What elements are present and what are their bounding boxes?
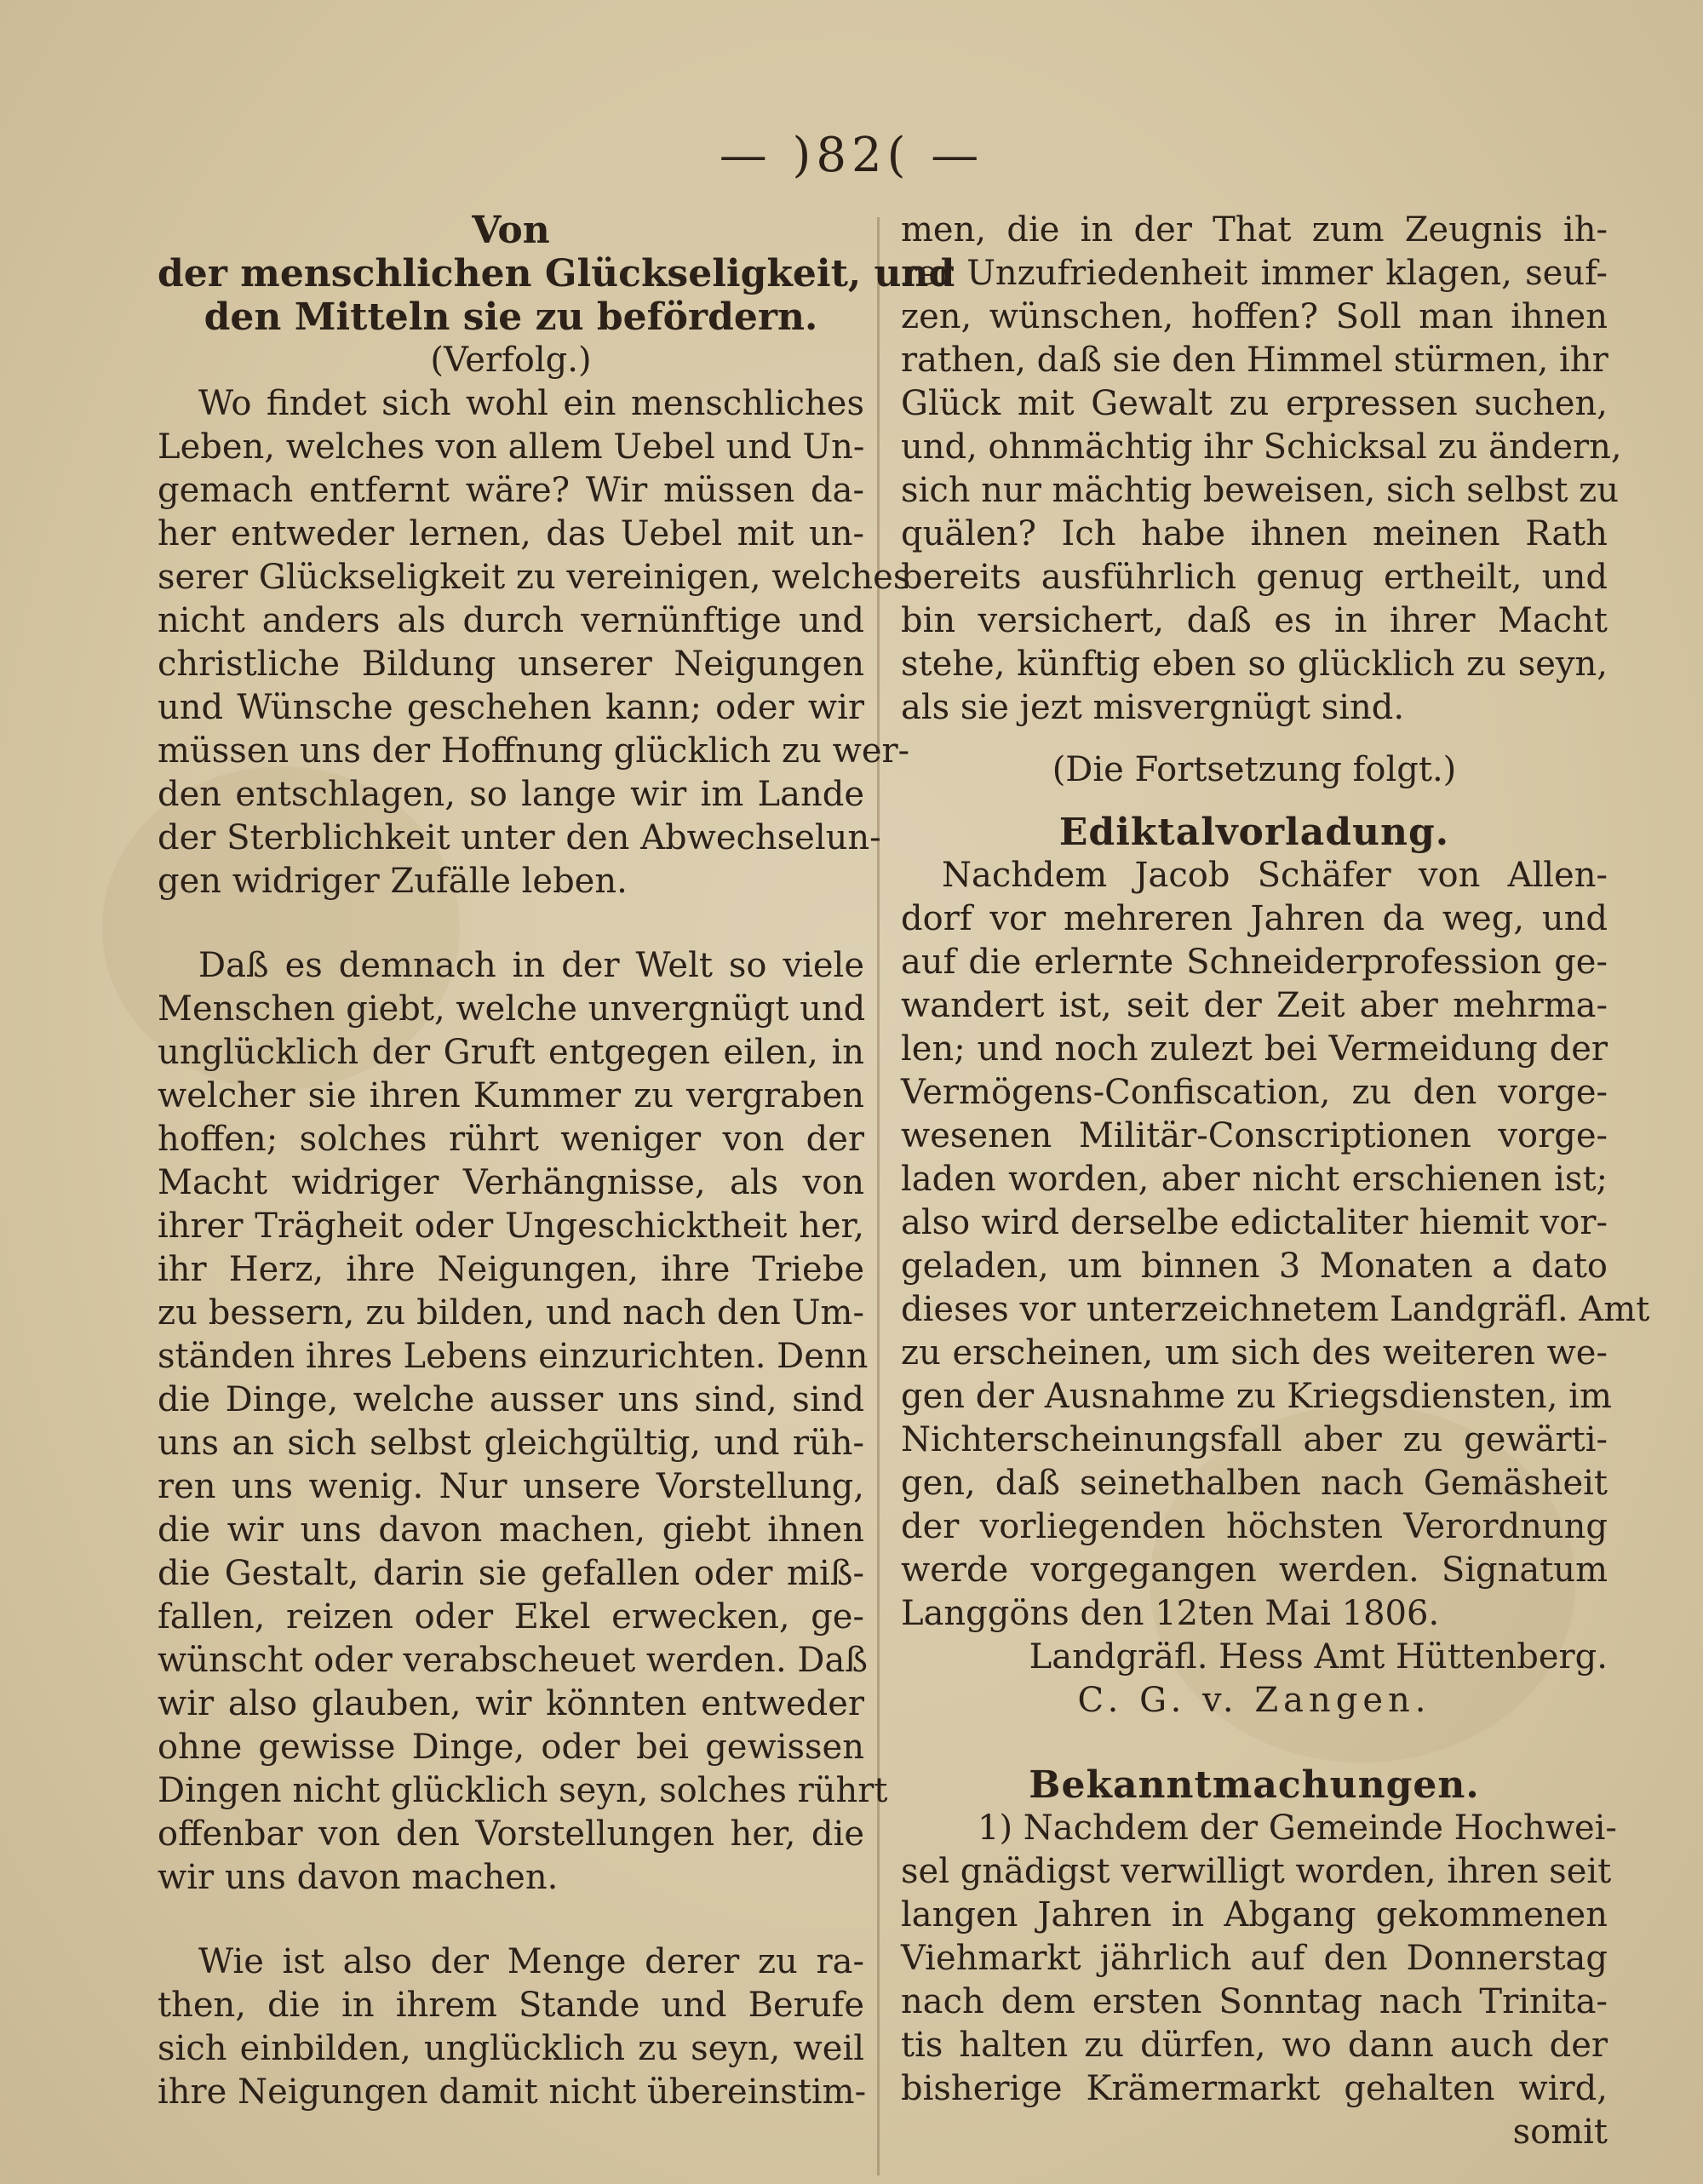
text-line: der vorliegenden höchsten Verordnung (901, 1507, 1608, 1546)
column-divider (877, 217, 880, 2175)
text-line: Nachdem Jacob Schäfer von Allen- (942, 856, 1608, 895)
text-line: welcher sie ihren Kummer zu vergraben (158, 1076, 864, 1115)
text-line: und, ohnmächtig ihr Schicksal zu ändern, (901, 427, 1622, 467)
text-line: bin versichert, daß es in ihrer Macht (901, 601, 1608, 640)
edict-signature-name: C. G. v. Zangen. (1077, 1681, 1431, 1720)
text-line: uns an sich selbst gleichgültig, und rüh- (158, 1424, 864, 1463)
text-line: len; und noch zulezt bei Vermeidung der (901, 1029, 1608, 1069)
text-line: Leben, welches von allem Uebel und Un- (158, 427, 865, 467)
text-line: langen Jahren in Abgang gekommenen (901, 1895, 1608, 1935)
text-line: 1) Nachdem der Gemeinde Hochwei- (978, 1809, 1617, 1848)
text-line: stehe, künftig eben so glücklich zu seyn, (901, 645, 1608, 684)
notices-heading: Bekanntmachungen. (1029, 1763, 1480, 1807)
text-line: Dingen nicht glücklich seyn, solches rührt (158, 1771, 888, 1810)
edict-signature-office: Landgräfl. Hess Amt Hüttenberg. (1029, 1637, 1608, 1677)
text-line: rathen, daß sie den Himmel stürmen, ihr (901, 341, 1608, 380)
left-column (158, 209, 955, 2114)
text-line: ständen ihres Lebens einzurichten. Denn (158, 1337, 869, 1376)
text-line: die Dinge, welche ausser uns sind, sind (158, 1380, 864, 1419)
text-line: also wird derselbe edictaliter hiemit vor- (901, 1203, 1608, 1242)
text-line: sich nur mächtig beweisen, sich selbst zu (901, 471, 1620, 510)
text-line: wandert ist, seit der Zeit aber mehrma- (901, 986, 1608, 1025)
text-line: tis halten zu dürfen, wo dann auch der (901, 2026, 1608, 2065)
text-line: men, die in der That zum Zeugnis ih- (901, 210, 1608, 249)
text-line: die wir uns davon machen, giebt ihnen (158, 1510, 864, 1550)
text-line: müssen uns der Hoffnung glücklich zu wer- (158, 731, 910, 771)
paragraph-gap (901, 792, 1608, 811)
text-line: Wie ist also der Menge derer zu ra- (198, 1942, 864, 1981)
text-line: gen der Ausnahme zu Kriegsdiensten, im (901, 1377, 1612, 1416)
paragraph-3 (158, 1940, 867, 2114)
article-title-line: der menschlichen Glückseligkeit, und (158, 252, 955, 295)
text-line: gen, daß seinethalben nach Gemäsheit (901, 1464, 1608, 1503)
text-line: Nichterscheinungsfall aber zu gewärti- (901, 1420, 1608, 1459)
text-line: wünscht oder verabscheuet werden. Daß (158, 1641, 869, 1680)
paragraph-gap (901, 730, 1608, 748)
article-subtitle: (Verfolg.) (430, 341, 592, 380)
continuation-note: (Die Fortsetzung folgt.) (1052, 750, 1457, 789)
notices-text (901, 1807, 1617, 2111)
text-line: Menschen giebt, welche unvergnügt und (158, 989, 866, 1029)
text-line: serer Glückseligkeit zu vereinigen, welches (158, 558, 911, 597)
text-line: christliche Bildung unserer Neigungen (158, 645, 864, 684)
text-line: hoffen; solches rührt weniger von der (158, 1120, 864, 1159)
text-line: werde vorgegangen werden. Signatum (901, 1551, 1608, 1590)
text-line: ihre Neigungen damit nicht übereinstim- (158, 2072, 867, 2112)
page-number-header: — )82( — (719, 128, 984, 183)
edict-text (901, 854, 1650, 1636)
text-line: zu bessern, zu bilden, und nach den Um- (158, 1293, 864, 1333)
text-line: gen widriger Zufälle leben. (158, 862, 628, 901)
text-line: dieses vor unterzeichnetem Landgräfl. Amt (901, 1290, 1650, 1329)
text-line: Vermögens-Confiscation, zu den vorge- (901, 1073, 1608, 1112)
text-line: ohne gewisse Dinge, oder bei gewissen (158, 1728, 864, 1767)
article-title-line: den Mitteln sie zu befördern. (204, 295, 818, 339)
text-line: her entweder lernen, das Uebel mit un- (158, 514, 864, 553)
text-line: wir uns davon machen. (158, 1858, 559, 1897)
text-line: rer Unzufriedenheit immer klagen, seuf- (901, 254, 1608, 293)
paragraph-gap (901, 1723, 1608, 1763)
text-line: Wo findet sich wohl ein menschliches (198, 384, 864, 423)
text-line: Viehmarkt jährlich auf den Donnerstag (901, 1939, 1608, 1978)
paragraph-2 (158, 944, 888, 1900)
paragraph-1 (158, 382, 911, 903)
edict-heading: Ediktalvorladung. (1058, 811, 1450, 854)
text-line: die Gestalt, darin sie gefallen oder miß- (158, 1554, 864, 1593)
text-line: dorf vor mehreren Jahren da weg, und (901, 899, 1608, 938)
text-line: then, die in ihrem Stande und Berufe (158, 1986, 864, 2025)
text-line: als sie jezt misvergnügt sind. (901, 688, 1405, 727)
text-line: der Sterblichkeit unter den Abwechselun- (158, 818, 881, 857)
text-line: zen, wünschen, hoffen? Soll man ihnen (901, 297, 1608, 336)
text-line: bisherige Krämermarkt gehalten wird, (901, 2069, 1608, 2108)
text-line: bereits ausführlich genug ertheilt, und (901, 558, 1608, 597)
text-line: und Wünsche geschehen kann; oder wir (158, 688, 864, 727)
article-continuation (901, 209, 1622, 730)
text-line: offenbar von den Vorstellungen her, die (158, 1814, 864, 1854)
text-line: Macht widriger Verhängnisse, als von (158, 1163, 864, 1202)
catchword: somit (1512, 2112, 1608, 2152)
text-line: Daß es demnach in der Welt so viele (198, 946, 864, 985)
text-line: ihr Herz, ihre Neigungen, ihre Triebe (158, 1250, 864, 1289)
text-line: nach dem ersten Sonntag nach Trinita- (901, 1982, 1608, 2021)
text-line: den entschlagen, so lange wir im Lande (158, 775, 864, 814)
text-line: sich einbilden, unglücklich zu seyn, weil (158, 2029, 864, 2068)
text-line: auf die erlernte Schneiderprofession ge- (901, 943, 1608, 982)
text-line: laden worden, aber nicht erschienen ist; (901, 1160, 1608, 1199)
text-line: nicht anders als durch vernünftige und (158, 601, 864, 640)
text-line: wir also glauben, wir könnten entweder (158, 1684, 864, 1723)
paragraph-gap (158, 903, 864, 944)
text-line: gemach entfernt wäre? Wir müssen da- (158, 471, 864, 510)
text-line: ihrer Trägheit oder Ungeschicktheit her, (158, 1207, 864, 1246)
text-line: quälen? Ich habe ihnen meinen Rath (901, 514, 1608, 553)
text-line: unglücklich der Gruft entgegen eilen, in (158, 1033, 864, 1072)
text-line: sel gnädigst verwilligt worden, ihren seit (901, 1852, 1612, 1891)
text-line: Langgöns den 12ten Mai 1806. (901, 1594, 1440, 1633)
text-line: zu erscheinen, um sich des weiteren we- (901, 1333, 1608, 1373)
text-line: geladen, um binnen 3 Monaten a dato (901, 1247, 1608, 1286)
text-line: fallen, reizen oder Ekel erwecken, ge- (158, 1597, 864, 1637)
text-line: wesenen Militär-Conscriptionen vorge- (901, 1116, 1608, 1155)
right-column (901, 209, 1650, 2154)
text-line: ren uns wenig. Nur unsere Vorstellung, (158, 1467, 864, 1506)
article-title-line: Von (472, 209, 550, 252)
paragraph-gap (158, 1900, 864, 1940)
text-line: Glück mit Gewalt zu erpressen suchen, (901, 384, 1608, 423)
